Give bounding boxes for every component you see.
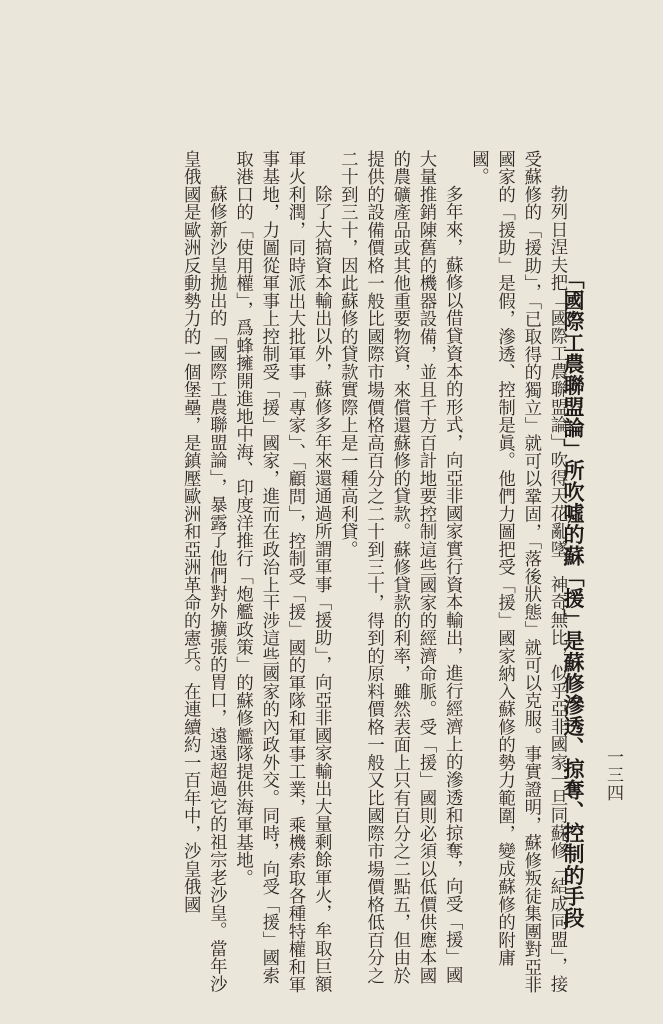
page-number: 一三四 <box>603 748 623 802</box>
paragraph-4: 蘇修新沙皇拋出的「國際工農聯盟論」，暴露了他們對外擴張的胃口，遠遠超過它的祖宗老沙皇。當年沙皇俄國是歐洲反動勢力的一個堡壘，是鎮壓歐洲和亞洲革命的憲兵。在連續約一百年中，沙皇俄國 <box>180 150 227 993</box>
paragraph-2: 多年來，蘇修以借貸資本的形式，向亞非國家實行資本輸出，進行經濟上的滲透和掠奪，向受「援」國大量推銷陳舊的機器設備，並且千方百計地要控制這些國家的經濟命脈。受「援」國則必須以低價供應本國的農礦產品或其他重要物資，來償還蘇修的貸款。蘇修貸款的利率，雖然表面上只有百分之二點五，但由於提供的設備價格一般比國際市場價格高百分之二十到三十，得到的原料價格一般又比國際市場價格低百分之二十到三十，因此蘇修的貸款實際上是一種高利貸。 <box>337 150 463 985</box>
paragraph-3: 除了大搞資本輸出以外，蘇修多年來還通過所謂軍事「援助」，向亞非國家輸出大量剩餘軍火，牟取巨額軍火利潤，同時派出大批軍事「專家」、「顧問」，控制受「援」國的軍隊和軍事工業，乘機索取各種特權和軍事基地，力圖從軍事上控制受「援」國家，進而在政治上干涉這些國家的內政外交。同時，向受「援」國索取港口的「使用權」，爲蜂擁開進地中海、印度洋推行「炮艦政策」的蘇修艦隊提供海軍基地。 <box>232 150 332 994</box>
body-text <box>177 150 570 1000</box>
paragraph-1: 勃列日涅夫把「國際工農聯盟論」吹得天花亂墜，神奇無比，似乎亞非國家一旦同蘇修「結成同盟」，接受蘇修的「援助」，「已取得的獨立」就可以鞏固，「落後狀態」就可以克服。事實證明，蘇修叛徒集團對亞非國家的「援助」是假，滲透、控制是眞。他們力圖把受「援」國家納入蘇修的勢力範圍，變成蘇修的附庸國。 <box>468 150 567 994</box>
section-title: 「國際工農聯盟論」所吹噓的蘇「援」是蘇修滲透、掠奪、控制的手段 <box>561 268 585 929</box>
